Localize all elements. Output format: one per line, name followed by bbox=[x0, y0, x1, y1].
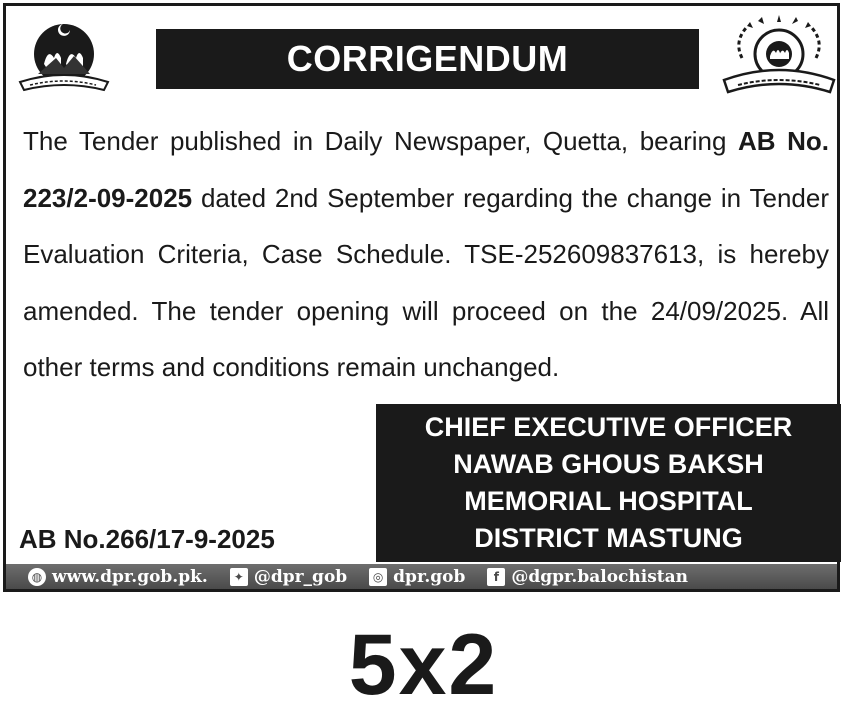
body-text-part1: The Tender published in Daily Newspaper, Quetta, bearing bbox=[23, 126, 738, 156]
instagram-handle[interactable]: dpr.gob bbox=[393, 566, 466, 587]
signatory-line-2: NAWAB GHOUS BAKSH bbox=[453, 449, 764, 479]
signatory-block bbox=[376, 404, 841, 562]
tender-ad-reference: AB No. 223/2-09-2025 bbox=[23, 126, 829, 213]
ad-size-label: 5x2 bbox=[348, 617, 499, 713]
footer-instagram[interactable] bbox=[369, 567, 465, 587]
body-text-part2: dated 2nd September regarding the change in Tender Evaluation Criteria, Case Schedule. TSE-252609837613, is hereby amended. The tender opening will proceed on the 24/09/2025. All other terms and conditions remain unchanged. bbox=[23, 182, 829, 382]
website-link[interactable]: www.dpr.gob.pk. bbox=[52, 566, 208, 587]
signatory-line-3: MEMORIAL HOSPITAL bbox=[464, 486, 753, 516]
instagram-icon: ◎ bbox=[369, 568, 387, 586]
footer-website[interactable] bbox=[28, 567, 208, 587]
notice-body bbox=[23, 113, 829, 396]
signatory-line-4: DISTRICT MASTUNG bbox=[474, 523, 743, 553]
globe-icon: ◍ bbox=[28, 568, 46, 586]
notice-title: CORRIGENDUM bbox=[156, 29, 699, 89]
tender-notice bbox=[3, 3, 840, 592]
balochistan-government-logo bbox=[16, 14, 111, 96]
footer-facebook[interactable] bbox=[487, 567, 688, 587]
footer-twitter[interactable] bbox=[230, 567, 347, 587]
facebook-icon: f bbox=[487, 568, 505, 586]
footer-bar bbox=[6, 564, 837, 589]
dgpr-logo bbox=[720, 14, 838, 100]
facebook-handle[interactable]: @dgpr.balochistan bbox=[511, 566, 689, 587]
signatory-line-1: CHIEF EXECUTIVE OFFICER bbox=[424, 412, 793, 442]
ab-number: AB No.266/17-9-2025 bbox=[19, 524, 275, 554]
twitter-handle[interactable]: @dpr_gob bbox=[253, 566, 348, 587]
twitter-icon: ✦ bbox=[230, 568, 248, 586]
